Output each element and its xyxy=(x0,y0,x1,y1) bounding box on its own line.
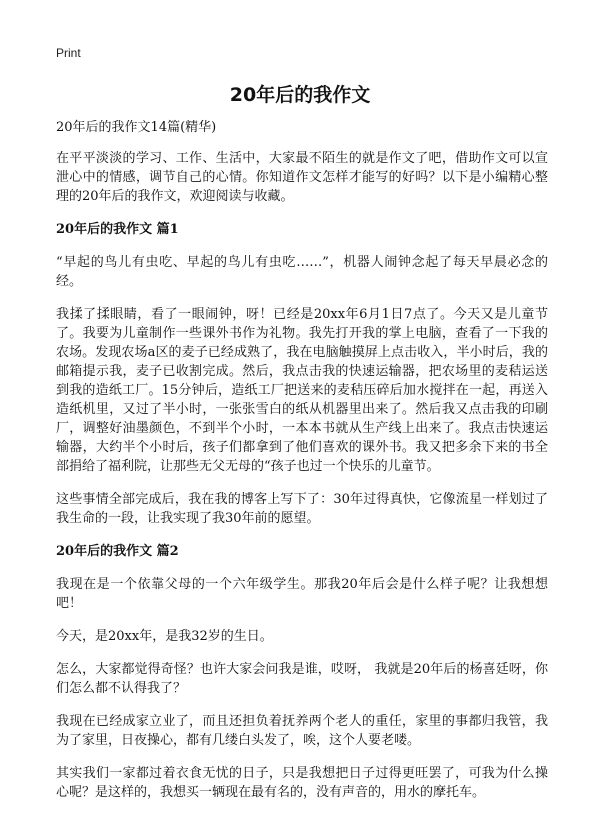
section-heading-1: 20年后的我作文 篇1 xyxy=(56,222,179,237)
section-heading-2: 20年后的我作文 篇2 xyxy=(56,544,179,559)
page-title: 20年后的我作文 xyxy=(229,84,371,106)
intro-paragraph: 在平平淡淡的学习、工作、生活中，大家最不陌生的就是作文了吧，借助作文可以宣泄心中的情感，调节自己的心情。你知道作文怎样才能写的好吗？以下是小编精心整理的20年后的我作文，欢迎阅读与收藏。 xyxy=(56,151,548,204)
paragraph: 我揉了揉眼睛，看了一眼闹钟，呀！已经是20xx年6月1日7点了。今天又是儿童节了。我要为儿童制作一些课外书作为礼物。我先打开我的掌上电脑，查看了一下我的农场。发现农场a区的麦子已经成熟了，我在电脑触摸屏上点击收入，半小时后，我的邮箱提示我，麦子已收割完成。然后，我点击我的快速运输器，把农场里的麦秸运送到我的造纸工厂。15分钟后，造纸工厂把送来的麦秸压碎后加水搅拌在一起，再送入造纸机里，又过了半小时，一张张雪白的纸从机器里出来了。然后我又点击我的印刷厂，调整好油墨颜色，不到半个小时，一本本书就从生产线上出来了。我点击快速运输器，大约半个小时后，孩子们都拿到了他们喜欢的课外书。我又把多余下来的书全部捐给了福利院，让那些无父无母的“孩子也过一个快乐的儿童节。 xyxy=(56,307,548,474)
paragraph: 我现在已经成家立业了，而且还担负着抚养两个老人的重任，家里的事都归我管，我为了家里，日夜操心，都有几缕白头发了，唉，这个人要老喽。 xyxy=(56,714,548,748)
paragraph: “早起的鸟儿有虫吃、早起的鸟儿有虫吃……”，机器人闹钟念起了每天早晨必念的经。 xyxy=(56,255,548,289)
article-body xyxy=(56,118,548,816)
paragraph: 今天，是20xx年，是我32岁的生日。 xyxy=(56,629,273,644)
print-link[interactable]: Print xyxy=(56,46,81,60)
paragraph: 怎么，大家都觉得奇怪？也许大家会问我是谁，哎呀， 我就是20年后的杨喜廷呀，你们怎么都不认得我了？ xyxy=(56,662,548,696)
paragraph: 这些事情全部完成后，我在我的博客上写下了：30年过得真快，它像流星一样划过了我生命的一段，让我实现了我30年前的愿望。 xyxy=(56,492,548,526)
paragraph: 其实我们一家都过着衣食无忧的日子，只是我想把日子过得更旺罢了，可我为什么操心呢？是这样的，我想买一辆现在最有名的，没有声音的，用水的摩托车。 xyxy=(56,766,548,800)
article-subtitle: 20年后的我作文14篇(精华) xyxy=(56,120,217,135)
paragraph: 我现在是一个依靠父母的一个六年级学生。那我20年后会是什么样子呢？让我想想吧！ xyxy=(56,577,548,611)
